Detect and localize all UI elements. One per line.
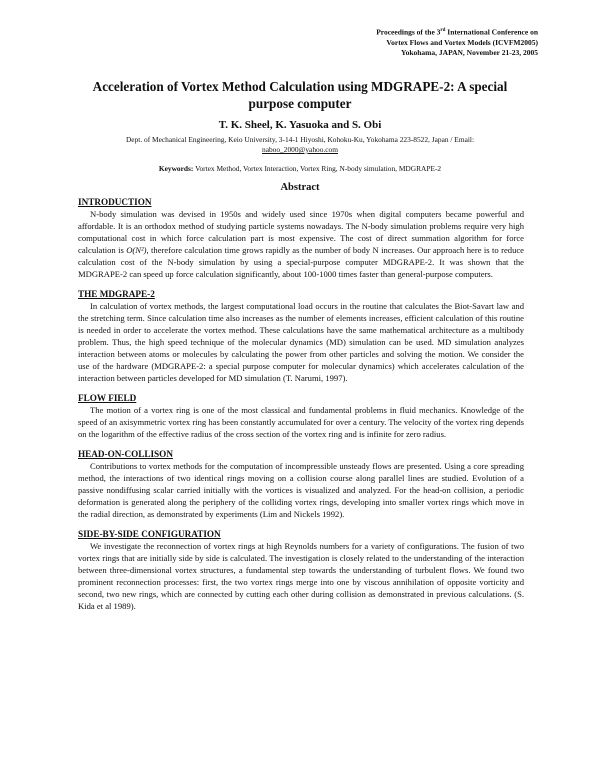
section-heading: HEAD-ON-COLLISON: [78, 449, 173, 459]
proceedings-line-1: Proceedings of the 3rd International Conference on: [376, 27, 538, 37]
abstract-heading: Abstract: [280, 182, 320, 193]
section-heading: THE MDGRAPE-2: [78, 289, 155, 299]
section-head-on-collision: [78, 449, 524, 520]
keywords-label: Keywords:: [158, 164, 194, 173]
keywords-list: Vortex Method, Vortex Interaction, Vortex Ring, N-body simulation, MDGRAPE-2: [195, 164, 442, 173]
section-paragraph: N-body simulation was devised in 1950s and widely used since 1970s when digital computers became powerful and affordable. It is an orthodox method of studying particle systems nowadays. The N-body simulation problems require very high computational cost in which force calculation part is most expensive. The cost of direct summation algorithm for force calculation is O(N²), therefore calculation time grows rapidly as the number of body N increases. Our approach here is to reduce calculation cost of the N-body simulation by using a special-purpose computer MDGRAPE-2. It was shown that the MDGRAPE-2 can speed up force calculation significantly, about 100-1000 times faster than general-purpose computers.: [78, 209, 524, 279]
proceedings-header: [376, 26, 538, 58]
paper-body: [78, 197, 524, 621]
section-flow-field: [78, 393, 524, 440]
paper-authors: T. K. Sheel, K. Yasuoka and S. Obi: [218, 119, 382, 131]
section-mdgrape: [78, 289, 524, 384]
proceedings-line-3: Yokohama, JAPAN, November 21-23, 2005: [400, 47, 538, 57]
section-heading: FLOW FIELD: [78, 393, 137, 403]
section-paragraph: The motion of a vortex ring is one of the most classical and fundamental problems in fluid mechanics. Knowledge of the speed of an axisymmetric vortex ring has been constantly accumulated for over a century. The velocity of the vortex ring depends on the logarithm of the effective radius of the cross section of the vortex ring and is infinite for zero radius.: [78, 405, 524, 439]
section-heading: SIDE-BY-SIDE CONFIGURATION: [78, 529, 221, 539]
email-link[interactable]: naboo_2000@yahoo.com: [262, 145, 338, 154]
section-paragraph: We investigate the reconnection of vortex rings at high Reynolds numbers for a variety of configurations. The fusion of two vortex rings that are initially side by side is calculated. The investigation is closely related to the understanding of the interaction between three-dimensional vortex structures, a fundamental step towards the understanding of turbulent flows. We found two prominent reconnection processes: first, the two vortex rings merge into one by viscous annihilation of opposite vorticity and second, two new rings, which are connected by cutting each other during collision as demonstrated in previous calculations. (S. Kida et al 1989).: [78, 541, 524, 611]
proceedings-line-2: Vortex Flows and Vortex Models (ICVFM2005): [386, 37, 538, 47]
keywords: [70, 164, 530, 173]
paper-title: Acceleration of Vortex Method Calculation using MDGRAPE-2: A special purpose computer: [92, 79, 508, 111]
section-introduction: [78, 197, 524, 280]
section-side-by-side: [78, 529, 524, 612]
affiliation: [90, 135, 510, 155]
section-paragraph: Contributions to vortex methods for the computation of incompressible unsteady flows are presented. Using a core spreading method, the interactions of two identical rings moving on a collision course along parallel lines are studied. Evolution of a passive nondiffusing scalar carried initially with the vortices is visualized and analyzed. For the head-on collision, a periodic deformation is generated along the periphery of the colliding vortex rings, developing into smaller vortex rings which move in the radial direction, as demonstrated by experiments (Lim and Nickels 1992).: [78, 461, 524, 519]
affiliation-text: Dept. of Mechanical Engineering, Keio University, 3-14-1 Hiyoshi, Kohoku-Ku, Yokohama 223-8522, Japan / Email:: [125, 135, 475, 144]
section-heading: INTRODUCTION: [78, 197, 152, 207]
complexity-formula: O(N²): [126, 245, 147, 255]
section-paragraph: In calculation of vortex methods, the largest computational load occurs in the routine that calculates the Biot-Savart law and the stretching term. Since calculation time also increases as the number of elements increases, efficient calculation of this routine is needed in order to accelerate the vortex method. These calculations have the same mathematical architecture as a multibody problem. Thus, the high speed technique of the molecular dynamics (MD) simulation can be used. MD simulation analyzes interaction between atoms or molecules by calculating the power from other particles and solving the motion. We consider the use of the hardware (MDGRAPE-2: a special purpose computer for molecular dynamics) which accelerates calculation of the interaction between particles developed for MD simulation (T. Narumi, 1997).: [78, 301, 524, 383]
